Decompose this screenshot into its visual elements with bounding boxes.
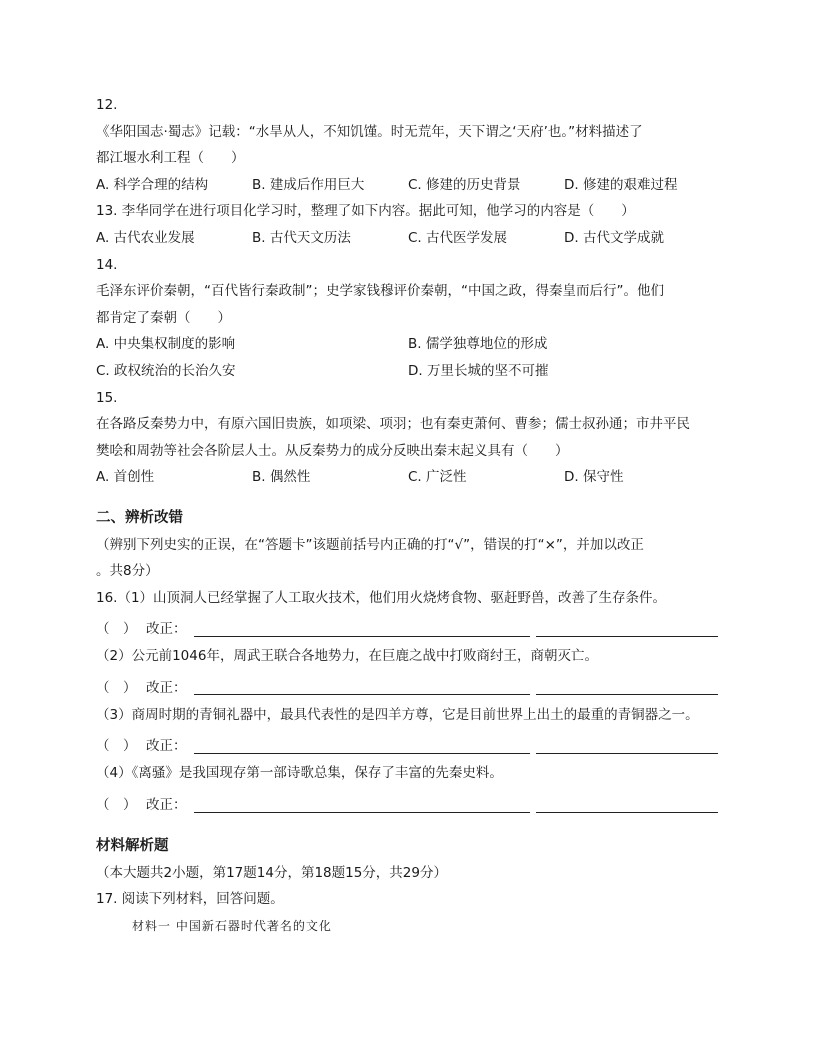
answer-blank[interactable]: [536, 735, 718, 754]
q13-option-b: B. 古代天文历法: [252, 229, 351, 246]
fix-label: 改正：: [146, 621, 187, 638]
judge-bracket[interactable]: （ ）: [96, 738, 137, 755]
q16-item-1: 16.（1）山顶洞人已经掌握了人工取火技术，他们用火烧烤食物、驱赶野兽，改善了生存条件。: [96, 589, 667, 606]
answer-blank[interactable]: [536, 676, 718, 695]
exam-page: [96, 92, 722, 939]
q15-options: [96, 464, 722, 491]
material1-title: 材料一 中国新石器时代著名的文化: [132, 918, 332, 933]
q12-option-b: B. 建成后作用巨大: [252, 176, 365, 193]
q15-stem-line1: 在各路反秦势力中，有原六国旧贵族，如项梁、项羽；也有秦吏萧何、曹参；儒士叔孙通；市井平民: [96, 416, 690, 433]
q12-number: 12.: [96, 97, 118, 113]
q14-option-d: D. 万里长城的坚不可摧: [408, 362, 549, 379]
q16-answer-row-1: [96, 611, 722, 643]
q15-stem-line2: 樊哙和周勃等社会各阶层人士。从反秦势力的成分反映出秦末起义具有（ ）: [96, 442, 569, 459]
answer-blank[interactable]: [194, 735, 530, 754]
q13-stem: 13. 李华同学在进行项目化学习时，整理了如下内容。据此可知，他学习的内容是（ ）: [96, 203, 635, 220]
q15-number: 15.: [96, 389, 118, 406]
q15-option-d: D. 保守性: [564, 469, 624, 486]
q13-option-a: A. 古代农业发展: [96, 229, 195, 246]
judge-bracket[interactable]: （ ）: [96, 797, 137, 814]
q15-option-a: A. 首创性: [96, 469, 155, 486]
fix-label: 改正：: [146, 679, 187, 696]
q16-item-2: （2）公元前1046年，周武王联合各地势力，在巨鹿之战中打败商纣王，商朝灭亡。: [96, 648, 598, 665]
section3-instruction: （本大题共2小题，第17题14分，第18题15分，共29分）: [96, 864, 447, 881]
q13-option-c: C. 古代医学发展: [408, 229, 508, 246]
section2-title: 二、辨析改错: [96, 509, 183, 526]
q14-option-c: C. 政权统治的长治久安: [96, 362, 236, 379]
q16-item-4: （4）《离骚》是我国现存第一部诗歌总集，保存了丰富的先秦史料。: [96, 765, 503, 782]
q12-option-d: D. 修建的艰难过程: [564, 176, 678, 193]
q12-stem-line2: 都江堰水利工程（ ）: [96, 150, 245, 167]
q17-stem: 17. 阅读下列材料，回答问题。: [96, 891, 284, 908]
section2-instruction-line1: （辨别下列史实的正误，在“答题卡”该题前括号内正确的打“√”，错误的打“×”，并加以改正: [96, 536, 644, 553]
q13-options: [96, 225, 722, 252]
q16-answer-row-2: [96, 670, 722, 702]
q14-number: 14.: [96, 256, 118, 273]
fix-label: 改正：: [146, 738, 187, 755]
answer-blank[interactable]: [194, 794, 530, 813]
fix-label: 改正：: [146, 797, 187, 814]
section3-title: 材料解析题: [96, 838, 169, 855]
judge-bracket[interactable]: （ ）: [96, 679, 137, 696]
answer-blank[interactable]: [194, 676, 530, 695]
q14-option-a: A. 中央集权制度的影响: [96, 336, 236, 353]
q14-options-row2: [96, 358, 722, 385]
q16-item-3: （3）商周时期的青铜礼器中，最具代表性的是四羊方尊，它是目前世界上出土的最重的青铜器之一。: [96, 706, 699, 723]
answer-blank[interactable]: [536, 794, 718, 813]
q13-option-d: D. 古代文学成就: [564, 229, 664, 246]
judge-bracket[interactable]: （ ）: [96, 621, 137, 638]
q14-option-b: B. 儒学独尊地位的形成: [408, 336, 548, 353]
section2-instruction-line2: 。共8分）: [96, 563, 159, 580]
q12-option-a: A. 科学合理的结构: [96, 176, 209, 193]
q12-options: [96, 172, 722, 199]
q16-answer-row-4: [96, 787, 722, 819]
q15-option-b: B. 偶然性: [252, 469, 311, 486]
q12-stem-line1: 《华阳国志·蜀志》记载：“水旱从人，不知饥馑。时无荒年，天下谓之‘天府’也。”材料描述了: [96, 123, 643, 140]
q14-stem-line2: 都肯定了秦朝（ ）: [96, 309, 231, 326]
answer-blank[interactable]: [536, 618, 718, 637]
q14-options-row1: [96, 331, 722, 358]
q15-option-c: C. 广泛性: [408, 469, 467, 486]
q14-stem-line1: 毛泽东评价秦朝，“百代皆行秦政制”；史学家钱穆评价秦朝，“中国之政，得秦皇而后行”。他们: [96, 283, 664, 300]
q16-answer-row-3: [96, 728, 722, 760]
q12-option-c: C. 修建的历史背景: [408, 176, 521, 193]
answer-blank[interactable]: [194, 618, 530, 637]
